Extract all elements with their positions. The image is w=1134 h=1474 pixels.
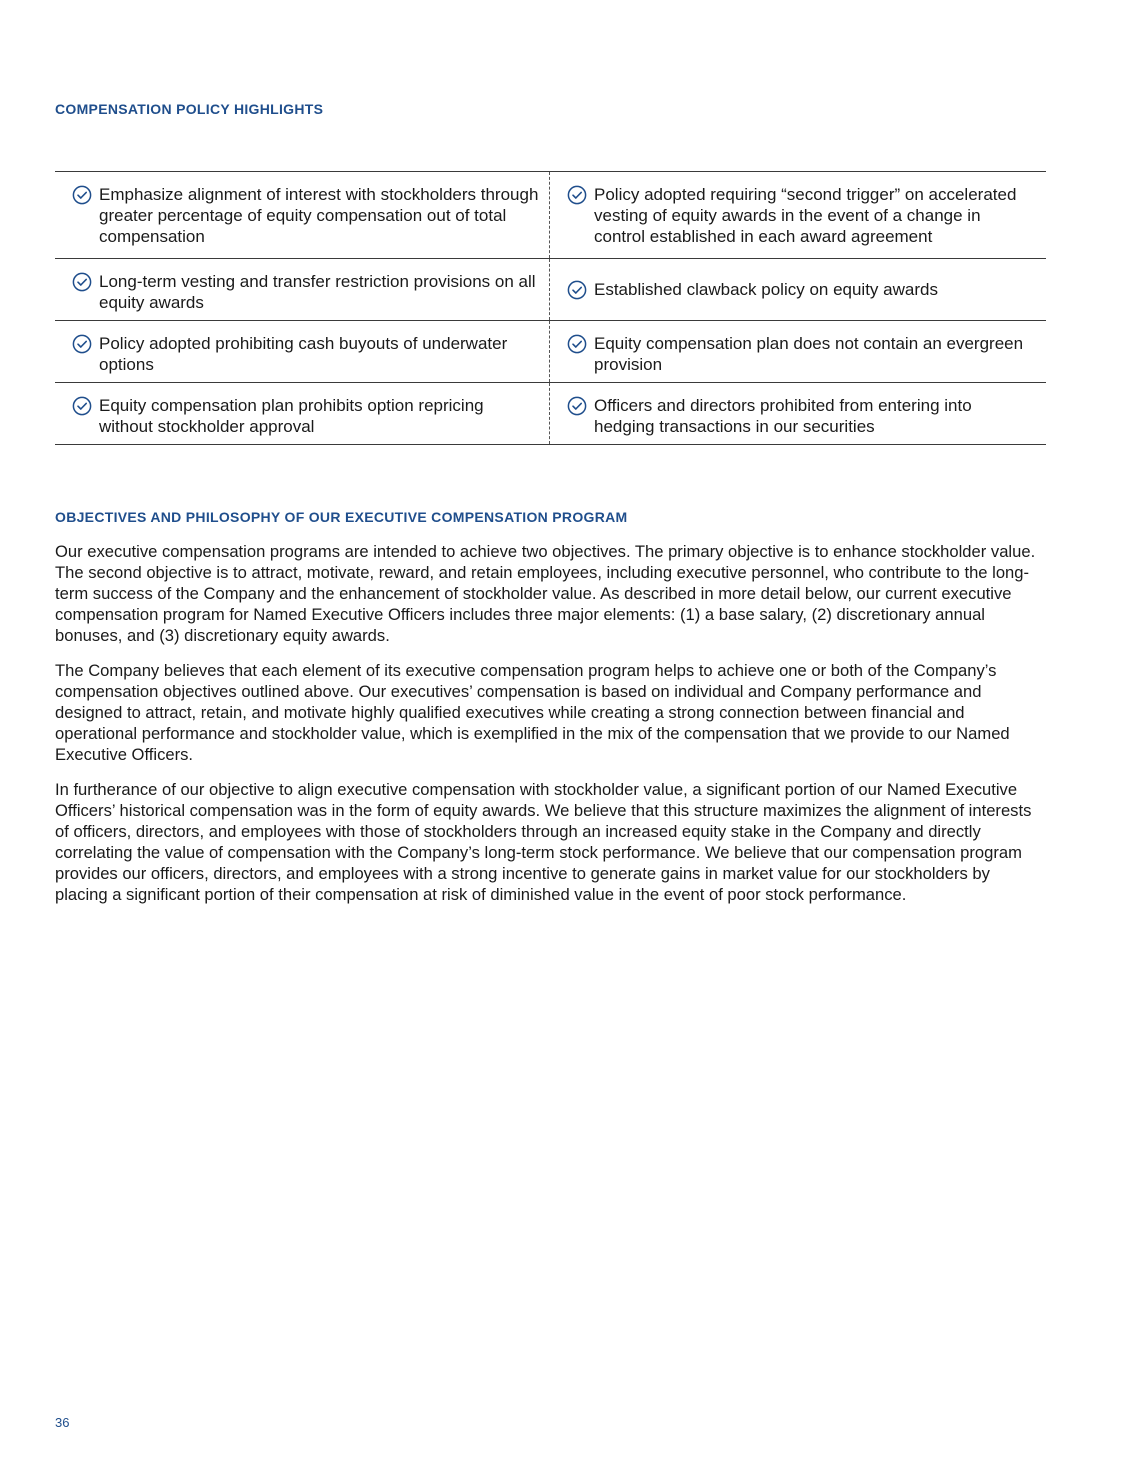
highlight-item: [55, 259, 550, 320]
highlights-row: [55, 321, 1046, 383]
body-paragraph: The Company believes that each element of its executive compensation program helps to achieve one or both of the Company’s compensation objectives outlined above. Our executives’ compensation is based on individual and Company performance and designed to attract, retain, and motivate highly qualified executives while creating a strong connection between financial and operational performance and stockholder value, which is exemplified in the mix of the compensation that we provide to our Named Executive Officers.: [55, 661, 1010, 764]
highlight-item: [550, 259, 1045, 320]
highlight-item: [55, 172, 550, 258]
highlights-row: [55, 172, 1046, 259]
highlight-text: Officers and directors prohibited from entering into hedging transactions in our securities: [594, 396, 972, 436]
highlight-text: Equity compensation plan prohibits option repricing without stockholder approval: [99, 396, 484, 436]
check-circle-icon: [567, 396, 587, 416]
highlight-text: Equity compensation plan does not contain an evergreen provision: [594, 334, 1024, 374]
highlight-text: Emphasize alignment of interest with stockholders through greater percentage of equity compensation out of total compensation: [99, 185, 539, 246]
check-circle-icon: [567, 185, 587, 205]
highlight-text: Established clawback policy on equity awards: [594, 280, 938, 299]
body-paragraph: Our executive compensation programs are intended to achieve two objectives. The primary objective is to enhance stockholder value. The second objective is to attract, motivate, reward, and retain employees, including executive personnel, who contribute to the long-term success of the Company and the enhancement of stockholder value. As described in more detail below, our current executive compensation program for Named Executive Officers includes three major elements: (1) a base salary, (2) discretionary annual bonuses, and (3) discretionary equity awards.: [55, 542, 1036, 645]
highlights-table: [55, 171, 1046, 445]
highlight-item: [550, 383, 1045, 444]
highlights-row: [55, 259, 1046, 321]
highlight-item: [550, 321, 1045, 382]
check-circle-icon: [72, 334, 92, 354]
body-text: [55, 541, 1046, 919]
check-circle-icon: [567, 334, 587, 354]
compensation-highlights-heading: COMPENSATION POLICY HIGHLIGHTS: [55, 101, 324, 117]
check-circle-icon: [72, 185, 92, 205]
page-number: 36: [55, 1415, 70, 1430]
objectives-heading: OBJECTIVES AND PHILOSOPHY OF OUR EXECUTIVE COMPENSATION PROGRAM: [55, 509, 628, 525]
highlight-text: Policy adopted prohibiting cash buyouts of underwater options: [99, 334, 508, 374]
highlights-row: [55, 383, 1046, 445]
highlight-item: [550, 172, 1045, 258]
check-circle-icon: [72, 272, 92, 292]
highlight-text: Long-term vesting and transfer restriction provisions on all equity awards: [99, 272, 536, 312]
highlight-item: [55, 383, 550, 444]
body-paragraph: In furtherance of our objective to align executive compensation with stockholder value, a significant portion of our Named Executive Officers’ historical compensation was in the form of equity awards. We believe that this structure maximizes the alignment of interests of officers, directors, and employees with those of stockholders through an increased equity stake in the Company and directly correlating the value of compensation with the Company’s long-term stock performance. We believe that our compensation program provides our officers, directors, and employees with a strong incentive to generate gains in market value for our stockholders by placing a significant portion of their compensation at risk of diminished value in the event of poor stock performance.: [55, 780, 1032, 904]
check-circle-icon: [72, 396, 92, 416]
check-circle-icon: [567, 280, 587, 300]
highlight-text: Policy adopted requiring “second trigger” on accelerated vesting of equity awards in the event of a change in control established in each award agreement: [594, 185, 1017, 246]
highlight-item: [55, 321, 550, 382]
